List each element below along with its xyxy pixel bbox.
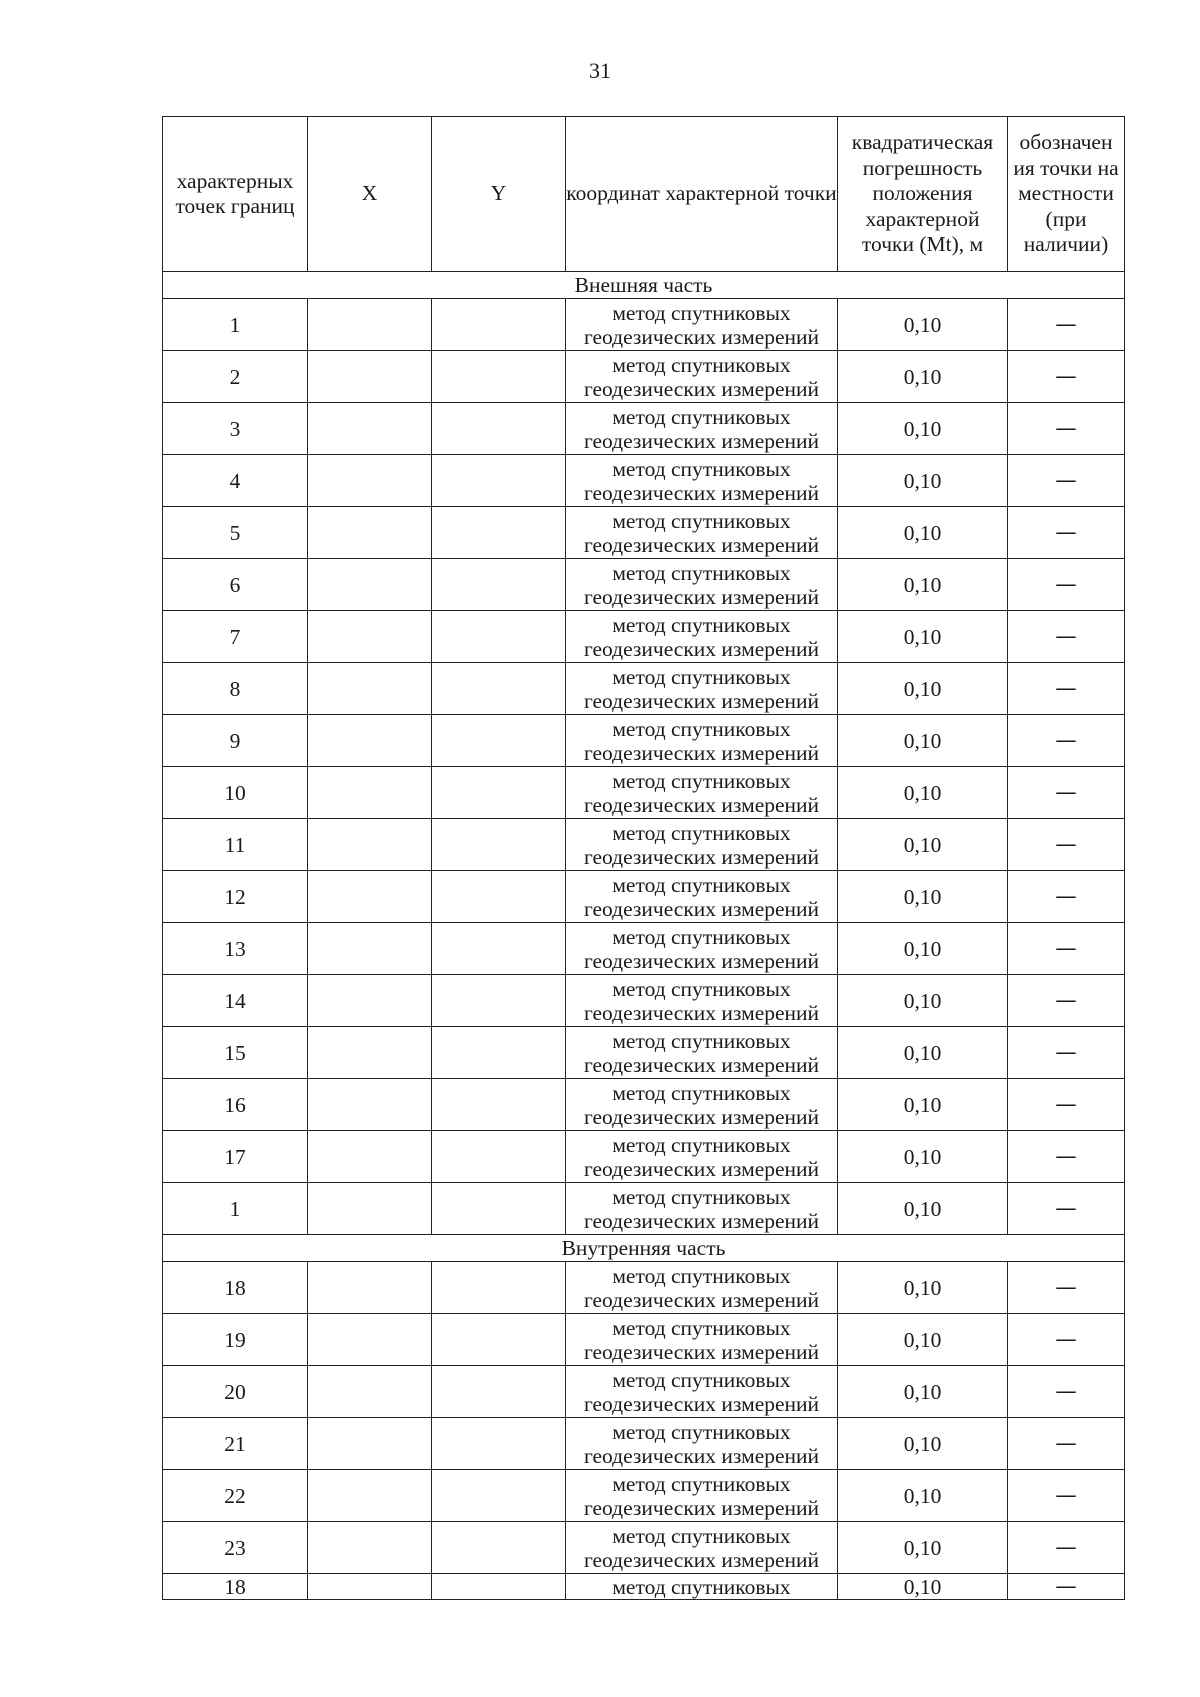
- mt-value-cell: 0,10: [838, 1262, 1008, 1314]
- mt-value-cell: 0,10: [838, 1522, 1008, 1574]
- method-cell: метод спутниковых геодезических измерений: [566, 1262, 838, 1314]
- table-row: [163, 715, 1125, 767]
- method-cell: метод спутниковых геодезических измерений: [566, 975, 838, 1027]
- y-coordinate-cell: [432, 1522, 566, 1574]
- method-cell: метод спутниковых: [566, 1574, 838, 1600]
- x-coordinate-cell: [308, 1183, 432, 1235]
- mark-cell: —: [1008, 715, 1125, 767]
- method-cell: метод спутниковых геодезических измерений: [566, 663, 838, 715]
- point-number-cell: 3: [163, 403, 308, 455]
- method-cell: метод спутниковых геодезических измерений: [566, 1079, 838, 1131]
- section-title: Внешняя часть: [163, 272, 1125, 299]
- table-row: [163, 507, 1125, 559]
- table-row: [163, 1262, 1125, 1314]
- mt-value-cell: 0,10: [838, 715, 1008, 767]
- mt-value-cell: 0,10: [838, 663, 1008, 715]
- table-row: [163, 975, 1125, 1027]
- y-coordinate-cell: [432, 507, 566, 559]
- y-coordinate-cell: [432, 455, 566, 507]
- table-row: [163, 1574, 1125, 1600]
- x-coordinate-cell: [308, 715, 432, 767]
- header-point-number: характерных точек границ: [163, 117, 308, 272]
- y-coordinate-cell: [432, 819, 566, 871]
- point-number-cell: 12: [163, 871, 308, 923]
- x-coordinate-cell: [308, 1314, 432, 1366]
- y-coordinate-cell: [432, 403, 566, 455]
- point-number-cell: 23: [163, 1522, 308, 1574]
- mark-cell: —: [1008, 1314, 1125, 1366]
- method-cell: метод спутниковых геодезических измерений: [566, 1027, 838, 1079]
- mt-value-cell: 0,10: [838, 1574, 1008, 1600]
- method-cell: метод спутниковых геодезических измерений: [566, 1131, 838, 1183]
- mt-value-cell: 0,10: [838, 351, 1008, 403]
- mt-value-cell: 0,10: [838, 1470, 1008, 1522]
- mark-cell: —: [1008, 1027, 1125, 1079]
- boundary-points-table: [162, 116, 1125, 1600]
- mt-value-cell: 0,10: [838, 819, 1008, 871]
- method-cell: метод спутниковых геодезических измерений: [566, 403, 838, 455]
- mark-cell: —: [1008, 507, 1125, 559]
- y-coordinate-cell: [432, 1079, 566, 1131]
- section-title: Внутренняя часть: [163, 1235, 1125, 1262]
- point-number-cell: 13: [163, 923, 308, 975]
- mark-cell: —: [1008, 975, 1125, 1027]
- point-number-cell: 5: [163, 507, 308, 559]
- point-number-cell: 17: [163, 1131, 308, 1183]
- table-row: [163, 455, 1125, 507]
- mark-cell: —: [1008, 1183, 1125, 1235]
- x-coordinate-cell: [308, 299, 432, 351]
- point-number-cell: 7: [163, 611, 308, 663]
- y-coordinate-cell: [432, 1418, 566, 1470]
- x-coordinate-cell: [308, 403, 432, 455]
- point-number-cell: 4: [163, 455, 308, 507]
- mark-cell: —: [1008, 1262, 1125, 1314]
- table-row: [163, 767, 1125, 819]
- method-cell: метод спутниковых геодезических измерений: [566, 1522, 838, 1574]
- y-coordinate-cell: [432, 611, 566, 663]
- mt-value-cell: 0,10: [838, 1418, 1008, 1470]
- table-row: [163, 1027, 1125, 1079]
- x-coordinate-cell: [308, 1366, 432, 1418]
- header-x: X: [308, 117, 432, 272]
- table-row: [163, 1418, 1125, 1470]
- table-row: [163, 1183, 1125, 1235]
- table-row: [163, 1522, 1125, 1574]
- point-number-cell: 21: [163, 1418, 308, 1470]
- mark-cell: —: [1008, 871, 1125, 923]
- x-coordinate-cell: [308, 455, 432, 507]
- x-coordinate-cell: [308, 1079, 432, 1131]
- mark-cell: —: [1008, 559, 1125, 611]
- x-coordinate-cell: [308, 1470, 432, 1522]
- y-coordinate-cell: [432, 559, 566, 611]
- mt-value-cell: 0,10: [838, 1183, 1008, 1235]
- mt-value-cell: 0,10: [838, 299, 1008, 351]
- point-number-cell: 1: [163, 299, 308, 351]
- header-mark: обозначен ия точки на местности (при наличии): [1008, 117, 1125, 272]
- x-coordinate-cell: [308, 351, 432, 403]
- x-coordinate-cell: [308, 819, 432, 871]
- x-coordinate-cell: [308, 871, 432, 923]
- method-cell: метод спутниковых геодезических измерений: [566, 559, 838, 611]
- mt-value-cell: 0,10: [838, 1314, 1008, 1366]
- x-coordinate-cell: [308, 663, 432, 715]
- mark-cell: —: [1008, 299, 1125, 351]
- mt-value-cell: 0,10: [838, 559, 1008, 611]
- mark-cell: —: [1008, 1079, 1125, 1131]
- y-coordinate-cell: [432, 663, 566, 715]
- method-cell: метод спутниковых геодезических измерений: [566, 819, 838, 871]
- y-coordinate-cell: [432, 1470, 566, 1522]
- mark-cell: —: [1008, 351, 1125, 403]
- mt-value-cell: 0,10: [838, 455, 1008, 507]
- point-number-cell: 14: [163, 975, 308, 1027]
- point-number-cell: 11: [163, 819, 308, 871]
- method-cell: метод спутниковых геодезических измерений: [566, 1470, 838, 1522]
- point-number-cell: 18: [163, 1262, 308, 1314]
- y-coordinate-cell: [432, 923, 566, 975]
- table-row: [163, 663, 1125, 715]
- x-coordinate-cell: [308, 767, 432, 819]
- header-method: координат характерной точки: [566, 117, 838, 272]
- y-coordinate-cell: [432, 1027, 566, 1079]
- table-row: [163, 1470, 1125, 1522]
- method-cell: метод спутниковых геодезических измерений: [566, 1418, 838, 1470]
- point-number-cell: 22: [163, 1470, 308, 1522]
- y-coordinate-cell: [432, 975, 566, 1027]
- table-row: [163, 403, 1125, 455]
- header-mt: квадратическая погрешность положения характерной точки (Mt), м: [838, 117, 1008, 272]
- table-row: [163, 611, 1125, 663]
- x-coordinate-cell: [308, 1418, 432, 1470]
- mark-cell: —: [1008, 1131, 1125, 1183]
- x-coordinate-cell: [308, 1131, 432, 1183]
- y-coordinate-cell: [432, 1574, 566, 1600]
- mark-cell: —: [1008, 1470, 1125, 1522]
- method-cell: метод спутниковых геодезических измерений: [566, 299, 838, 351]
- table-header-row: [163, 117, 1125, 272]
- table-row: [163, 1079, 1125, 1131]
- mt-value-cell: 0,10: [838, 767, 1008, 819]
- table-row: [163, 1366, 1125, 1418]
- x-coordinate-cell: [308, 559, 432, 611]
- table-row: [163, 1314, 1125, 1366]
- mt-value-cell: 0,10: [838, 1366, 1008, 1418]
- x-coordinate-cell: [308, 975, 432, 1027]
- x-coordinate-cell: [308, 1522, 432, 1574]
- method-cell: метод спутниковых геодезических измерений: [566, 767, 838, 819]
- y-coordinate-cell: [432, 871, 566, 923]
- method-cell: метод спутниковых геодезических измерений: [566, 715, 838, 767]
- table-row: [163, 351, 1125, 403]
- mt-value-cell: 0,10: [838, 923, 1008, 975]
- mt-value-cell: 0,10: [838, 1131, 1008, 1183]
- y-coordinate-cell: [432, 1366, 566, 1418]
- x-coordinate-cell: [308, 611, 432, 663]
- point-number-cell: 10: [163, 767, 308, 819]
- mt-value-cell: 0,10: [838, 871, 1008, 923]
- mark-cell: —: [1008, 767, 1125, 819]
- x-coordinate-cell: [308, 1574, 432, 1600]
- method-cell: метод спутниковых геодезических измерений: [566, 923, 838, 975]
- table-row: [163, 559, 1125, 611]
- method-cell: метод спутниковых геодезических измерений: [566, 507, 838, 559]
- mt-value-cell: 0,10: [838, 975, 1008, 1027]
- y-coordinate-cell: [432, 715, 566, 767]
- method-cell: метод спутниковых геодезических измерений: [566, 1366, 838, 1418]
- x-coordinate-cell: [308, 1027, 432, 1079]
- mt-value-cell: 0,10: [838, 611, 1008, 663]
- y-coordinate-cell: [432, 1262, 566, 1314]
- x-coordinate-cell: [308, 507, 432, 559]
- mark-cell: —: [1008, 1418, 1125, 1470]
- y-coordinate-cell: [432, 299, 566, 351]
- point-number-cell: 8: [163, 663, 308, 715]
- mt-value-cell: 0,10: [838, 507, 1008, 559]
- section-header-row: [163, 1235, 1125, 1262]
- point-number-cell: 9: [163, 715, 308, 767]
- point-number-cell: 6: [163, 559, 308, 611]
- mark-cell: —: [1008, 663, 1125, 715]
- method-cell: метод спутниковых геодезических измерений: [566, 1314, 838, 1366]
- mark-cell: —: [1008, 1522, 1125, 1574]
- point-number-cell: 2: [163, 351, 308, 403]
- point-number-cell: 1: [163, 1183, 308, 1235]
- mark-cell: —: [1008, 403, 1125, 455]
- y-coordinate-cell: [432, 1131, 566, 1183]
- x-coordinate-cell: [308, 1262, 432, 1314]
- y-coordinate-cell: [432, 767, 566, 819]
- header-y: Y: [432, 117, 566, 272]
- section-header-row: [163, 272, 1125, 299]
- y-coordinate-cell: [432, 1183, 566, 1235]
- mt-value-cell: 0,10: [838, 1027, 1008, 1079]
- method-cell: метод спутниковых геодезических измерений: [566, 1183, 838, 1235]
- mt-value-cell: 0,10: [838, 403, 1008, 455]
- mark-cell: —: [1008, 611, 1125, 663]
- table-row: [163, 1131, 1125, 1183]
- mark-cell: —: [1008, 819, 1125, 871]
- table-row: [163, 299, 1125, 351]
- method-cell: метод спутниковых геодезических измерений: [566, 871, 838, 923]
- y-coordinate-cell: [432, 351, 566, 403]
- point-number-cell: 15: [163, 1027, 308, 1079]
- table-row: [163, 819, 1125, 871]
- method-cell: метод спутниковых геодезических измерений: [566, 611, 838, 663]
- point-number-cell: 18: [163, 1574, 308, 1600]
- x-coordinate-cell: [308, 923, 432, 975]
- point-number-cell: 20: [163, 1366, 308, 1418]
- method-cell: метод спутниковых геодезических измерений: [566, 351, 838, 403]
- page-number: 31: [589, 58, 611, 83]
- mark-cell: —: [1008, 455, 1125, 507]
- point-number-cell: 16: [163, 1079, 308, 1131]
- table-row: [163, 923, 1125, 975]
- y-coordinate-cell: [432, 1314, 566, 1366]
- mark-cell: —: [1008, 923, 1125, 975]
- method-cell: метод спутниковых геодезических измерений: [566, 455, 838, 507]
- mark-cell: —: [1008, 1366, 1125, 1418]
- mt-value-cell: 0,10: [838, 1079, 1008, 1131]
- point-number-cell: 19: [163, 1314, 308, 1366]
- mark-cell: —: [1008, 1574, 1125, 1600]
- table-row: [163, 871, 1125, 923]
